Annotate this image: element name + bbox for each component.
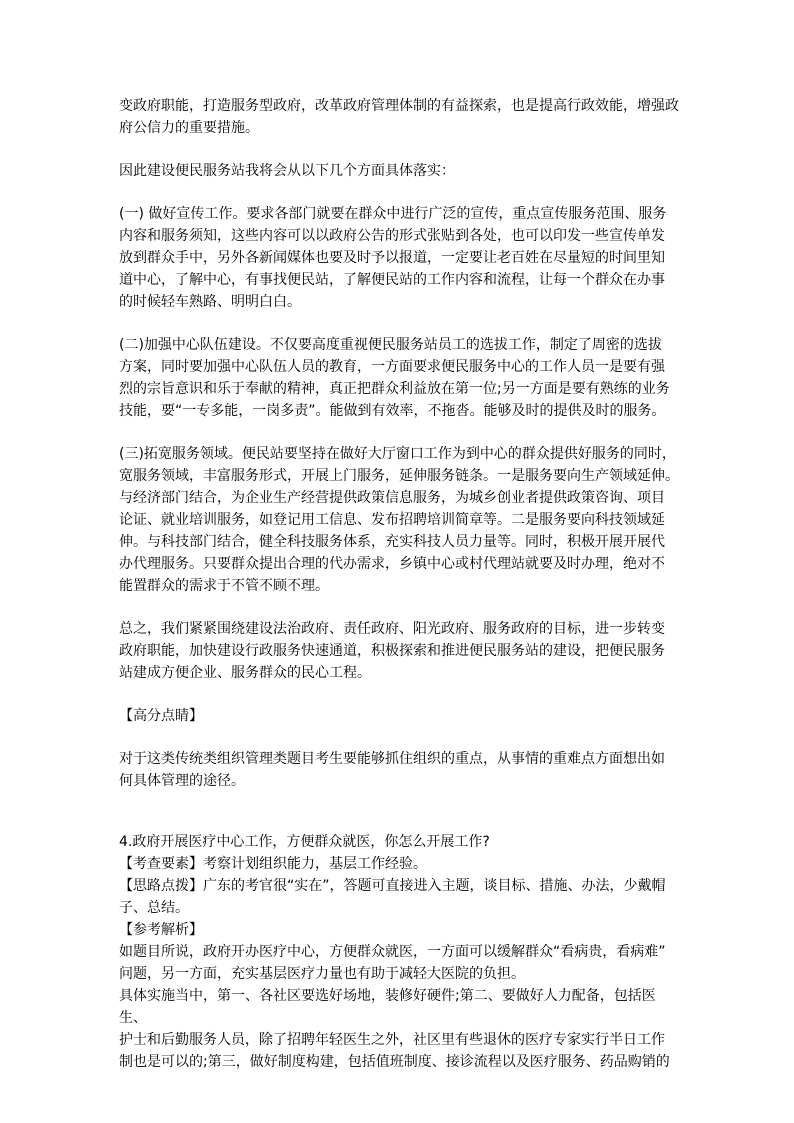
paragraph-intro: 变政府职能，打造服务型政府，改革政府管理体制的有益探索，也是提高行政效能，增强政 府公信力的重要措施。 (119, 98, 679, 136)
heading-highlight: 【高分点睛】 (119, 708, 203, 724)
reference-paragraph-2: 具体实施当中，第一、各社区要选好场地，装修好硬件;第二、要做好人力配备，包括医生、 护士和后勤服务人员，除了招聘年轻医生之外，社区里有些退休的医疗专家实行半日工作 制也是可以的;第三，做好制度构建，包括值班制度、接诊流程以及医疗服务、药品购销的 (119, 988, 670, 1070)
paragraph-lead: 因此建设便民服务站我将会从以下几个方面具体落实： (119, 163, 455, 179)
paragraph-point-2: (二)加强中心队伍建设。不仅要高度重视便民服务站员工的选拔工作，制定了周密的选拔 方案，同时要加强中心队伍人员的教育，一方面要求便民服务中心的工作人员一是要有强 烈的宗旨意识和乐于奉献的精神，真正把群众利益放在第一位;另一方面是要有熟练的业务 技能，要“一专多能，一岗多责”。能做到有效率，不拖沓。能够及时的提供及时的服务。 (119, 337, 670, 419)
paragraph-point-3: (三)拓宽服务领域。便民站要坚持在做好大厅窗口工作为到中心的群众提供好服务的同时， 宽服务领域，丰富服务形式，开展上门服务，延伸服务链条。一是服务要向生产领域延伸。 与经济部门结合，为企业生产经营提供政策信息服务，为城乡创业者提供政策咨询、项目 论证、就业培训服务，如登记用工信息、发布招聘培训简章等。二是服务要向科技领域延 伸。与科技部门结合，健全科技服务体系，充实科技人员力量等。同时，积极开展开展代 办代理服务。只要群众提出合理的代办需求，乡镇中心或村代理站就要及时办理，绝对不 能置群众的需求于不管不顾不理。 (119, 446, 679, 594)
paragraph-point-1: (一) 做好宣传工作。要求各部门就要在群众中进行广泛的宣传，重点宣传服务范围、服务 内容和服务须知，这些内容可以以政府公告的形式张贴到各处，也可以印发一些宣传单发 放到群众手中，另外各新闻媒体也要及时予以报道，一定要让老百姓在尽量短的时间里知 道中心，了解中心，有事找便民站，了解便民站的工作内容和流程，让每一个群众在办事 的时候轻车熟路、明明白白。 (119, 206, 667, 310)
document-page (119, 95, 679, 1073)
paragraph-highlight: 对于这类传统类组织管理类题目考生要能够抓住组织的重点，从事情的重难点方面想出如 何具体管理的途径。 (119, 751, 665, 789)
question-title: 4.政府开展医疗中心工作，方便群众就医，你怎么开展工作? (119, 834, 490, 850)
reference-paragraph-1: 如题目所说，政府开办医疗中心，方便群众就医，一方面可以缓解群众“看病贵，看病难” 问题，另一方面，充实基层医疗力量也有助于减轻大医院的负担。 (119, 944, 666, 982)
paragraph-summary: 总之，我们紧紧围绕建设法治政府、责任政府、阳光政府、服务政府的目标，进一步转变 政府职能，加快建设行政服务快速通道，积极探索和推进便民服务站的建设，把便民服务 站建成方便企业、服务群众的民心工程。 (119, 621, 665, 681)
reference-heading: 【参考解析】 (119, 922, 203, 938)
idea-hint: 【思路点拨】广东的考官很“实在”，答题可直接进入主题，谈目标、措施、办法，少戴帽 子、总结。 (119, 878, 666, 916)
exam-element: 【考查要素】考察计划组织能力，基层工作经验。 (119, 856, 427, 872)
